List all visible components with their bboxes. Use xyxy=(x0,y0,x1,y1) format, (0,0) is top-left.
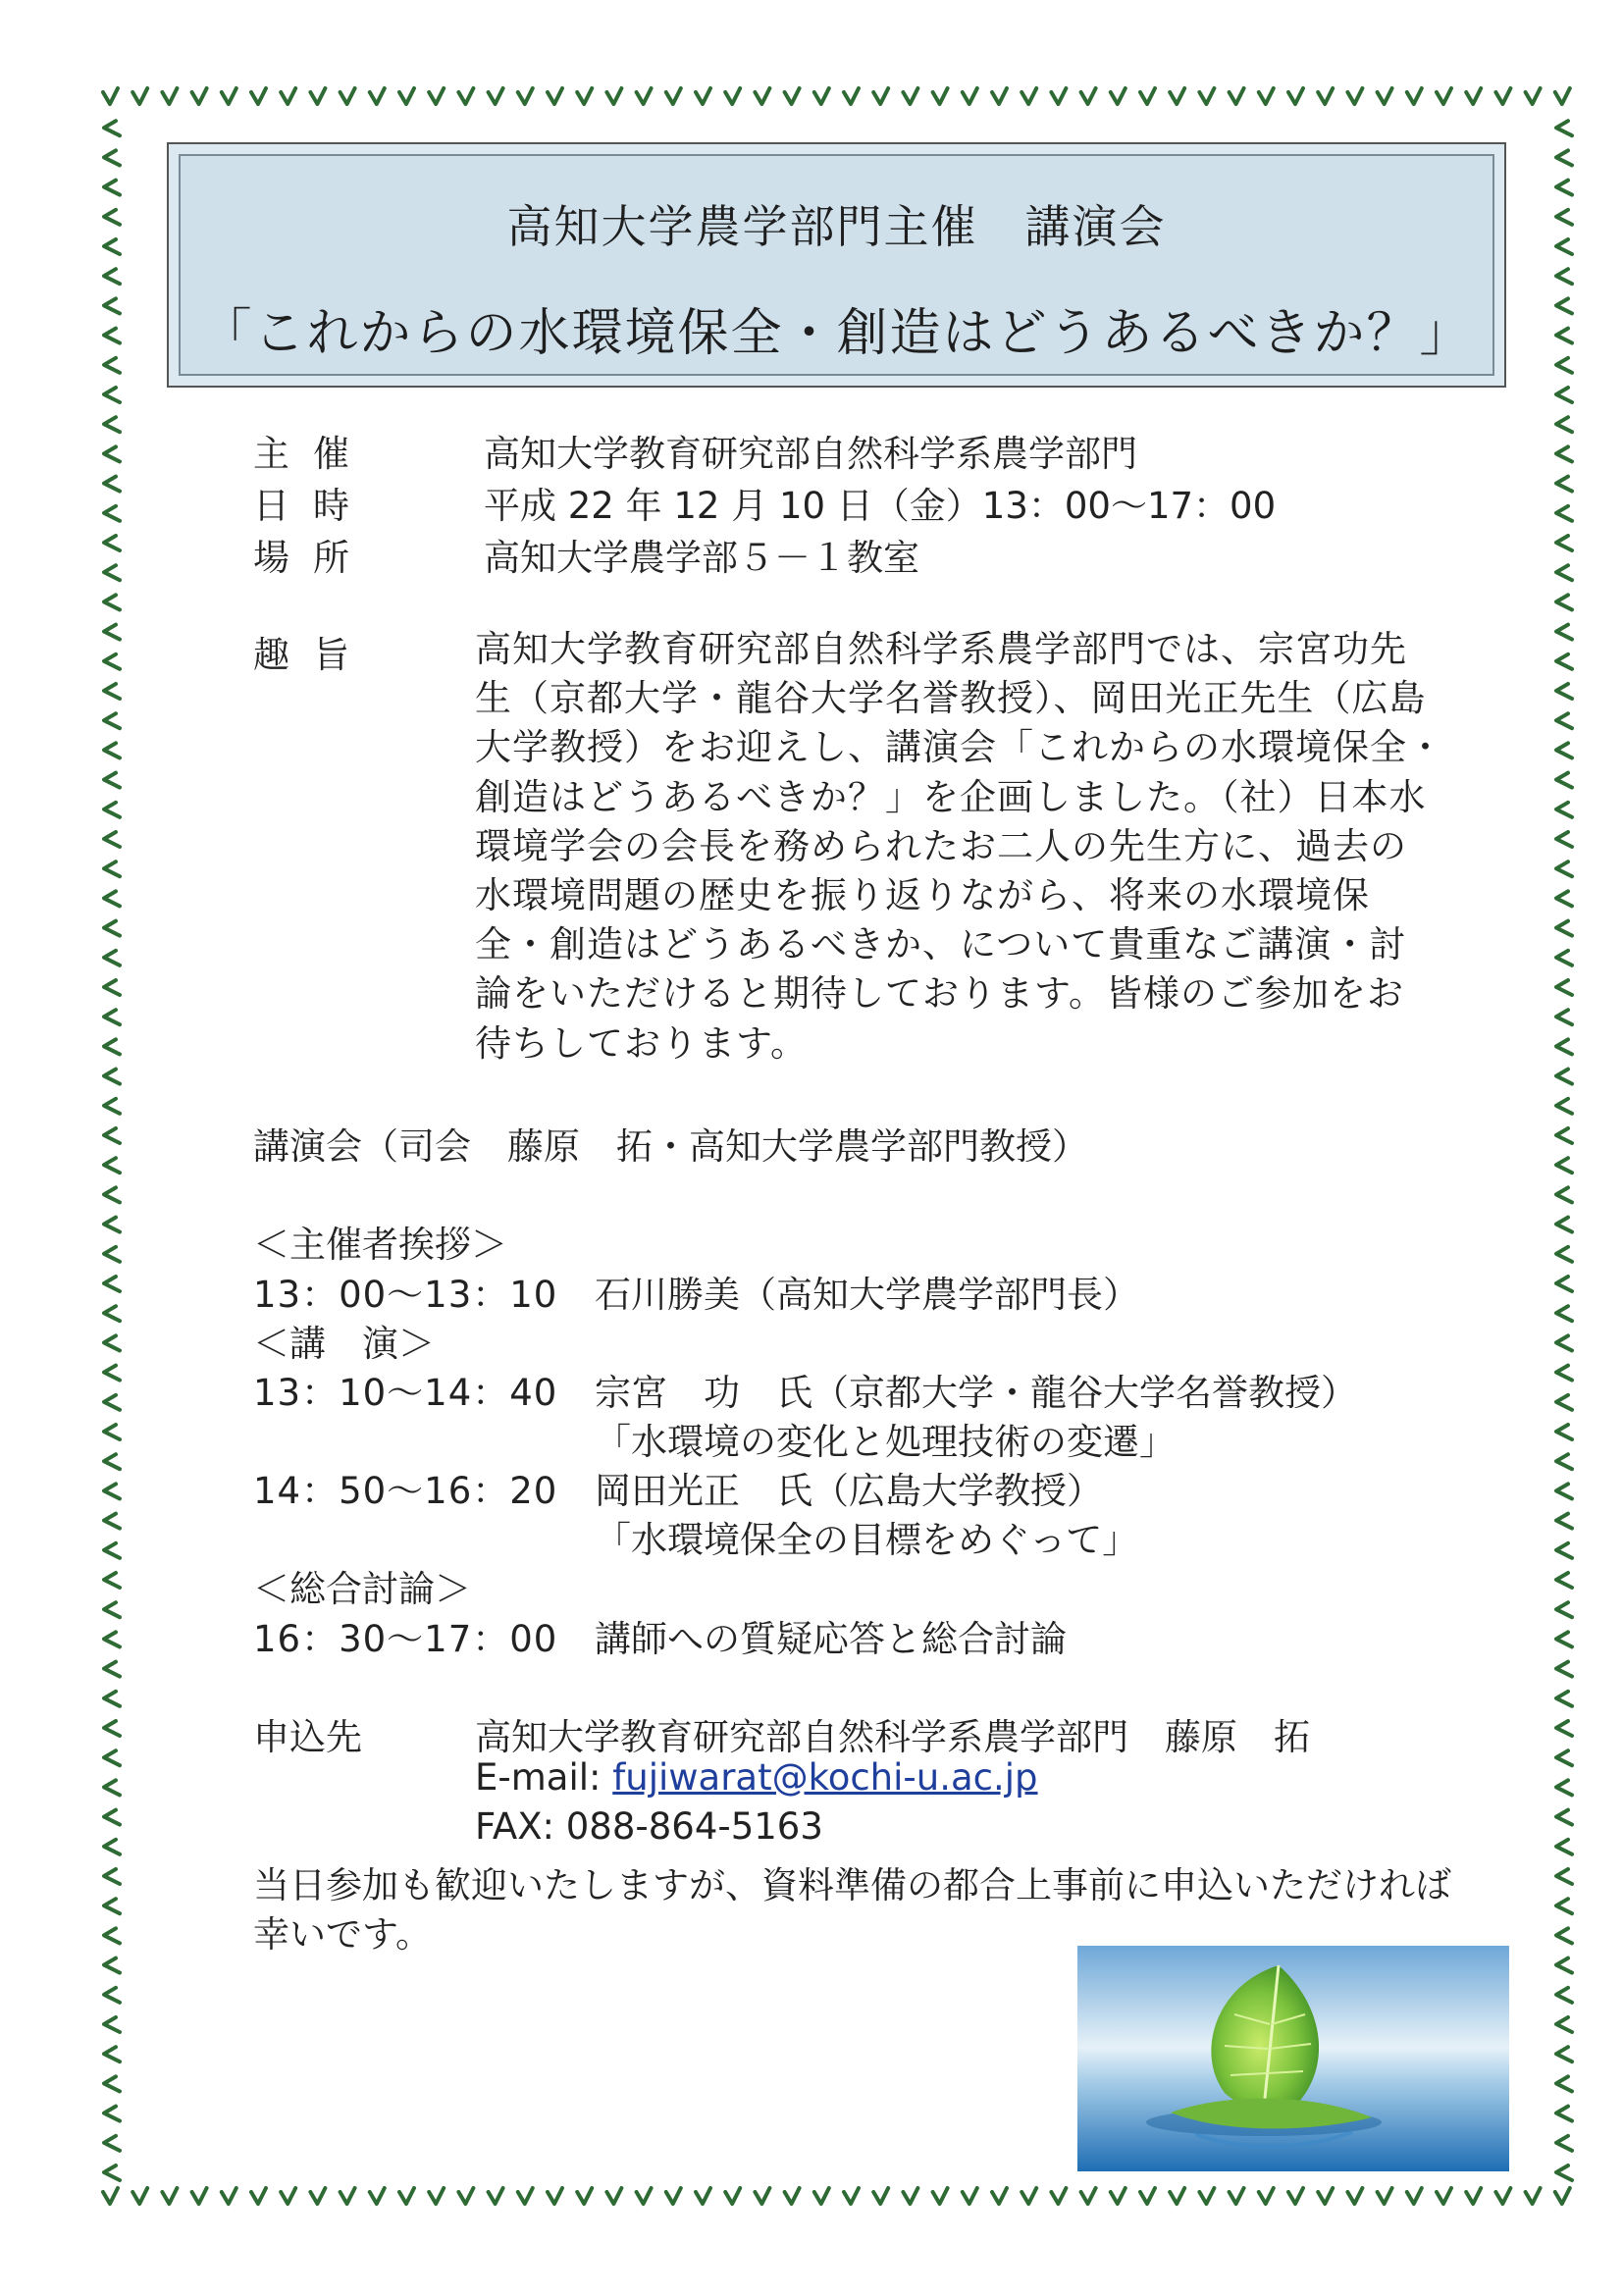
border-arrow xyxy=(1378,2188,1392,2204)
border-arrow xyxy=(1556,1070,1572,1084)
border-arrow xyxy=(577,2188,592,2204)
border-arrow xyxy=(162,88,177,104)
apply-org: 高知大学教育研究部自然科学系農学部門 藤原 拓 xyxy=(475,1716,1310,1758)
border-arrow xyxy=(104,1573,120,1588)
border-arrow xyxy=(844,88,859,104)
border-arrow xyxy=(1556,1810,1572,1825)
border-arrow xyxy=(104,298,120,313)
discussion-header: ＜総合討論＞ xyxy=(253,1568,471,1610)
discussion-time: 16：30～17：00 xyxy=(253,1618,558,1660)
border-arrow xyxy=(1556,1425,1572,1439)
border-arrow xyxy=(1556,1010,1572,1024)
greeting-text: 石川勝美（高知大学農学部門長） xyxy=(595,1274,1139,1316)
border-arrow xyxy=(1556,1602,1572,1617)
border-arrow xyxy=(104,1692,120,1706)
border-arrow xyxy=(104,417,120,432)
border-arrow xyxy=(1556,298,1572,313)
border-arrow xyxy=(873,88,888,104)
border-arrow xyxy=(755,88,769,104)
border-arrow xyxy=(340,2188,355,2204)
border-arrow xyxy=(104,150,120,165)
border-arrow xyxy=(399,88,414,104)
border-arrow xyxy=(489,2188,503,2204)
border-arrow xyxy=(1556,1750,1572,1765)
border-arrow xyxy=(104,506,120,521)
purpose-line: 大学教授）をお迎えし、講演会「これからの水環境保全・ xyxy=(475,726,1444,769)
border-arrow xyxy=(1556,1454,1572,1469)
border-arrow xyxy=(104,181,120,195)
border-arrow xyxy=(104,1128,120,1143)
border-arrow xyxy=(1495,88,1510,104)
border-arrow xyxy=(1556,891,1572,906)
border-arrow xyxy=(104,565,120,580)
lecture-header: ＜講 演＞ xyxy=(253,1323,435,1365)
border-arrow xyxy=(814,88,829,104)
border-arrow xyxy=(1556,358,1572,373)
border-arrow xyxy=(251,88,266,104)
border-arrow xyxy=(518,88,533,104)
border-arrow xyxy=(1556,269,1572,284)
border-arrow xyxy=(104,536,120,550)
border-arrow xyxy=(1230,88,1244,104)
border-arrow xyxy=(104,1928,120,1943)
border-arrow xyxy=(104,625,120,640)
border-arrow xyxy=(1111,88,1126,104)
apply-note-line2: 幸いです。 xyxy=(253,1913,433,1956)
border-arrow xyxy=(104,1425,120,1439)
border-arrow xyxy=(577,88,592,104)
border-arrow xyxy=(104,1543,120,1558)
border-arrow xyxy=(1556,654,1572,669)
border-arrow xyxy=(104,210,120,225)
border-arrow xyxy=(1556,1128,1572,1143)
event-title: 高知大学農学部門主催 講演会 xyxy=(506,200,1167,253)
border-arrow xyxy=(1466,88,1481,104)
border-arrow xyxy=(429,2188,444,2204)
border-arrow xyxy=(1556,329,1572,343)
border-arrow xyxy=(104,1218,120,1232)
border-arrow xyxy=(104,1840,120,1854)
border-arrow xyxy=(104,980,120,995)
border-arrow xyxy=(1230,2188,1244,2204)
border-arrow xyxy=(104,1187,120,1202)
border-arrow xyxy=(1556,2166,1572,2180)
border-arrow xyxy=(1318,88,1333,104)
border-arrow xyxy=(696,2188,710,2204)
event-theme: 「これからの水環境保全・創造はどうあるべきか？」 xyxy=(200,304,1473,363)
border-arrow xyxy=(1555,2188,1570,2204)
border-arrow xyxy=(844,2188,859,2204)
datetime-value: 平成 22 年 12 月 10 日（金）13：00～17：00 xyxy=(484,485,1277,527)
border-arrow xyxy=(1288,2188,1303,2204)
border-arrow xyxy=(1556,1692,1572,1706)
lecture2-title: 「水環境保全の目標をめぐって」 xyxy=(595,1519,1139,1561)
greeting-row xyxy=(253,1265,1139,1318)
border-arrow xyxy=(104,921,120,936)
purpose-line: 創造はどうあるべきか？」を企画しました。（社）日本水 xyxy=(475,775,1427,818)
border-arrow xyxy=(755,2188,769,2204)
border-arrow xyxy=(1556,477,1572,492)
border-arrow xyxy=(1556,684,1572,699)
border-arrow xyxy=(992,88,1007,104)
border-arrow xyxy=(1081,88,1096,104)
border-arrow xyxy=(606,2188,621,2204)
border-arrow xyxy=(1556,1187,1572,1202)
border-arrow xyxy=(1556,1306,1572,1321)
border-arrow xyxy=(104,1039,120,1054)
border-arrow xyxy=(104,2166,120,2180)
border-arrow xyxy=(104,358,120,373)
border-arrow xyxy=(1288,88,1303,104)
email-row xyxy=(475,1756,1038,1799)
border-arrow xyxy=(1140,2188,1155,2204)
program-heading: 講演会（司会 藤原 拓・高知大学農学部門教授） xyxy=(253,1125,1088,1168)
border-arrow xyxy=(104,891,120,906)
border-arrow xyxy=(340,88,355,104)
border-arrow xyxy=(725,88,740,104)
fax-number: FAX: 088-864-5163 xyxy=(475,1805,823,1848)
border-arrow xyxy=(104,2107,120,2121)
border-arrow xyxy=(963,2188,977,2204)
border-arrow xyxy=(1556,2136,1572,2151)
border-arrow xyxy=(104,1899,120,1913)
border-arrow xyxy=(1140,88,1155,104)
border-arrow xyxy=(1556,595,1572,609)
border-arrow xyxy=(1556,446,1572,461)
border-arrow xyxy=(104,595,120,609)
border-arrow xyxy=(103,88,118,104)
lecture1-title: 「水環境の変化と処理技術の変遷」 xyxy=(595,1421,1176,1463)
border-arrow xyxy=(104,1335,120,1350)
border-arrow xyxy=(1556,1039,1572,1054)
border-arrow xyxy=(104,861,120,876)
border-arrow xyxy=(1466,2188,1481,2204)
border-arrow xyxy=(1556,1988,1572,2003)
lecture1-speaker: 宗宮 功 氏（京都大学・龍谷大学名誉教授） xyxy=(595,1372,1357,1414)
border-arrow xyxy=(104,388,120,402)
border-arrow xyxy=(162,2188,177,2204)
border-arrow xyxy=(399,2188,414,2204)
border-arrow xyxy=(1259,88,1274,104)
border-arrow xyxy=(1556,1899,1572,1913)
border-arrow xyxy=(1051,2188,1066,2204)
border-arrow xyxy=(1556,121,1572,135)
border-arrow xyxy=(104,1099,120,1114)
border-arrow xyxy=(1556,2076,1572,2091)
purpose-paragraph xyxy=(475,625,1461,1069)
place-label: 場所 xyxy=(253,537,373,579)
purpose-line: 待ちしております。 xyxy=(475,1021,809,1065)
border-arrow xyxy=(310,88,325,104)
border-arrow xyxy=(1347,88,1362,104)
purpose-label: 趣旨 xyxy=(253,634,373,676)
border-arrow xyxy=(1437,2188,1451,2204)
border-arrow xyxy=(281,2188,295,2204)
border-arrow xyxy=(104,684,120,699)
border-arrow xyxy=(873,2188,888,2204)
border-arrow xyxy=(104,1010,120,1024)
border-arrow xyxy=(104,1958,120,1973)
border-arrow xyxy=(192,2188,207,2204)
border-arrow xyxy=(1556,1277,1572,1291)
border-arrow xyxy=(104,1750,120,1765)
border-arrow xyxy=(1556,743,1572,757)
border-arrow xyxy=(104,713,120,728)
border-arrow xyxy=(489,88,503,104)
title-box xyxy=(167,142,1506,388)
border-arrow xyxy=(725,2188,740,2204)
border-arrow xyxy=(785,88,800,104)
border-arrow xyxy=(1556,625,1572,640)
border-arrow xyxy=(1556,2017,1572,2032)
border-arrow xyxy=(606,88,621,104)
lecture1-time: 13：10～14：40 xyxy=(253,1372,558,1414)
border-arrow xyxy=(1556,1721,1572,1736)
border-arrow xyxy=(370,88,385,104)
border-arrow xyxy=(637,88,652,104)
border-arrow xyxy=(1556,980,1572,995)
border-arrow xyxy=(104,1395,120,1410)
border-arrow xyxy=(104,269,120,284)
border-arrow xyxy=(1556,1928,1572,1943)
border-arrow xyxy=(104,1721,120,1736)
border-arrow xyxy=(104,1514,120,1529)
border-arrow xyxy=(1556,1247,1572,1262)
border-arrow xyxy=(104,1366,120,1381)
border-arrow xyxy=(1556,1543,1572,1558)
border-arrow xyxy=(1051,88,1066,104)
border-arrow xyxy=(518,2188,533,2204)
border-arrow xyxy=(1407,2188,1422,2204)
border-arrow xyxy=(1556,181,1572,195)
border-arrow xyxy=(1556,417,1572,432)
purpose-line: 環境学会の会長を務められたお二人の先生方に、過去の xyxy=(475,824,1407,867)
border-arrow xyxy=(104,1869,120,1884)
discussion-row xyxy=(253,1609,1067,1662)
lecture2-row xyxy=(253,1461,1103,1514)
border-arrow xyxy=(637,2188,652,2204)
greeting-header: ＜主催者挨拶＞ xyxy=(253,1224,507,1266)
border-arrow xyxy=(1556,1632,1572,1646)
border-arrow xyxy=(1199,88,1214,104)
border-arrow xyxy=(104,446,120,461)
email-label: E-mail: xyxy=(475,1756,613,1799)
border-arrow xyxy=(1556,1780,1572,1795)
border-arrow xyxy=(903,88,917,104)
border-arrow xyxy=(1556,951,1572,965)
border-arrow xyxy=(1556,2107,1572,2121)
border-arrow xyxy=(1556,1335,1572,1350)
border-arrow xyxy=(222,2188,236,2204)
border-arrow xyxy=(1556,803,1572,817)
border-arrow xyxy=(1199,2188,1214,2204)
border-arrow xyxy=(1437,88,1451,104)
border-arrow xyxy=(1556,2047,1572,2061)
border-arrow xyxy=(104,1632,120,1646)
border-arrow xyxy=(104,743,120,757)
border-arrow xyxy=(1556,1395,1572,1410)
border-arrow xyxy=(429,88,444,104)
border-arrow xyxy=(1526,2188,1541,2204)
border-arrow xyxy=(104,832,120,847)
lecture2-time: 14：50～16：20 xyxy=(253,1470,558,1512)
border-arrow xyxy=(1021,88,1036,104)
border-arrow xyxy=(1556,1573,1572,1588)
border-arrow xyxy=(1556,1366,1572,1381)
border-arrow xyxy=(814,2188,829,2204)
email-link[interactable]: fujiwarat@kochi-u.ac.jp xyxy=(612,1756,1038,1799)
border-arrow xyxy=(1556,1484,1572,1498)
border-arrow xyxy=(104,121,120,135)
border-arrow xyxy=(104,1454,120,1469)
border-arrow xyxy=(1081,2188,1096,2204)
border-arrow xyxy=(104,1810,120,1825)
border-arrow xyxy=(1556,861,1572,876)
border-arrow xyxy=(696,88,710,104)
border-arrow xyxy=(1378,88,1392,104)
border-arrow xyxy=(458,2188,473,2204)
border-arrow xyxy=(1021,2188,1036,2204)
border-arrow xyxy=(1556,388,1572,402)
purpose-line: 全・創造はどうあるべきか、について貴重なご講演・討 xyxy=(475,923,1407,966)
border-arrow xyxy=(104,1780,120,1795)
border-arrow xyxy=(1556,210,1572,225)
border-arrow xyxy=(1170,2188,1184,2204)
border-arrow xyxy=(1556,536,1572,550)
apply-note-line1: 当日参加も歓迎いたしますが、資料準備の都合上事前に申込いただければ xyxy=(253,1864,1451,1906)
border-arrow xyxy=(104,1662,120,1677)
purpose-line: 生（京都大学・龍谷大学名誉教授）、岡田光正先生（広島 xyxy=(475,677,1427,720)
purpose-line: 論をいただけると期待しております。皆様のご参加をお xyxy=(475,972,1405,1016)
lecture2-speaker: 岡田光正 氏（広島大学教授） xyxy=(595,1470,1103,1512)
border-arrow xyxy=(132,88,147,104)
border-arrow xyxy=(933,88,948,104)
border-arrow xyxy=(1170,88,1184,104)
border-arrow xyxy=(1526,88,1541,104)
border-arrow xyxy=(1556,1869,1572,1884)
border-arrow xyxy=(1111,2188,1126,2204)
border-arrow xyxy=(1556,239,1572,254)
border-arrow xyxy=(104,2047,120,2061)
place-value: 高知大学農学部５－１教室 xyxy=(484,537,919,579)
border-arrow xyxy=(104,773,120,788)
border-arrow xyxy=(1556,150,1572,165)
border-arrow xyxy=(1556,713,1572,728)
border-arrow xyxy=(458,88,473,104)
border-arrow xyxy=(1556,1099,1572,1114)
border-arrow xyxy=(1407,88,1422,104)
purpose-line: 高知大学教育研究部自然科学系農学部門では、宗宮功先 xyxy=(475,628,1407,670)
lecture1-row xyxy=(253,1363,1357,1416)
border-arrow xyxy=(104,1602,120,1617)
border-arrow xyxy=(1556,832,1572,847)
discussion-text: 講師への質疑応答と総合討論 xyxy=(595,1618,1067,1660)
border-arrow xyxy=(104,1988,120,2003)
border-arrow xyxy=(104,239,120,254)
border-arrow xyxy=(192,88,207,104)
border-arrow xyxy=(104,951,120,965)
border-arrow xyxy=(1318,2188,1333,2204)
border-arrow xyxy=(1556,1958,1572,1973)
border-arrow xyxy=(666,88,681,104)
border-arrow xyxy=(1556,565,1572,580)
border-arrow xyxy=(222,88,236,104)
border-arrow xyxy=(132,2188,147,2204)
border-arrow xyxy=(104,1247,120,1262)
border-arrow xyxy=(548,88,562,104)
border-arrow xyxy=(1555,88,1570,104)
border-arrow xyxy=(1347,2188,1362,2204)
border-arrow xyxy=(104,1070,120,1084)
border-arrow xyxy=(370,2188,385,2204)
border-arrow xyxy=(104,1484,120,1498)
border-arrow xyxy=(1556,1514,1572,1529)
border-arrow xyxy=(104,803,120,817)
border-arrow xyxy=(963,88,977,104)
border-arrow xyxy=(933,2188,948,2204)
border-arrow xyxy=(104,1306,120,1321)
purpose-line: 水環境問題の歴史を振り返りながら、将来の水環境保 xyxy=(475,874,1370,917)
border-arrow xyxy=(104,654,120,669)
datetime-label: 日時 xyxy=(253,485,373,527)
border-arrow xyxy=(1556,1662,1572,1677)
border-arrow xyxy=(104,329,120,343)
border-arrow xyxy=(1556,773,1572,788)
border-arrow xyxy=(785,2188,800,2204)
greeting-time: 13：00～13：10 xyxy=(253,1274,558,1316)
border-arrow xyxy=(1495,2188,1510,2204)
border-arrow xyxy=(1556,1840,1572,1854)
leaf-on-water-image xyxy=(1077,1946,1509,2171)
border-arrow xyxy=(103,2188,118,2204)
border-arrow xyxy=(104,2017,120,2032)
border-arrow xyxy=(903,2188,917,2204)
border-arrow xyxy=(104,2076,120,2091)
border-arrow xyxy=(104,2136,120,2151)
border-arrow xyxy=(251,2188,266,2204)
border-arrow xyxy=(992,2188,1007,2204)
border-arrow xyxy=(1556,1218,1572,1232)
border-arrow xyxy=(104,477,120,492)
border-arrow xyxy=(1556,1158,1572,1173)
border-arrow xyxy=(1556,506,1572,521)
border-arrow xyxy=(104,1277,120,1291)
border-arrow xyxy=(666,2188,681,2204)
border-arrow xyxy=(548,2188,562,2204)
apply-label: 申込先 xyxy=(253,1716,362,1758)
border-arrow xyxy=(104,1158,120,1173)
border-arrow xyxy=(281,88,295,104)
organizer-value: 高知大学教育研究部自然科学系農学部門 xyxy=(484,433,1137,475)
border-arrow xyxy=(310,2188,325,2204)
organizer-label: 主催 xyxy=(253,433,373,475)
border-arrow xyxy=(1556,921,1572,936)
border-arrow xyxy=(1259,2188,1274,2204)
